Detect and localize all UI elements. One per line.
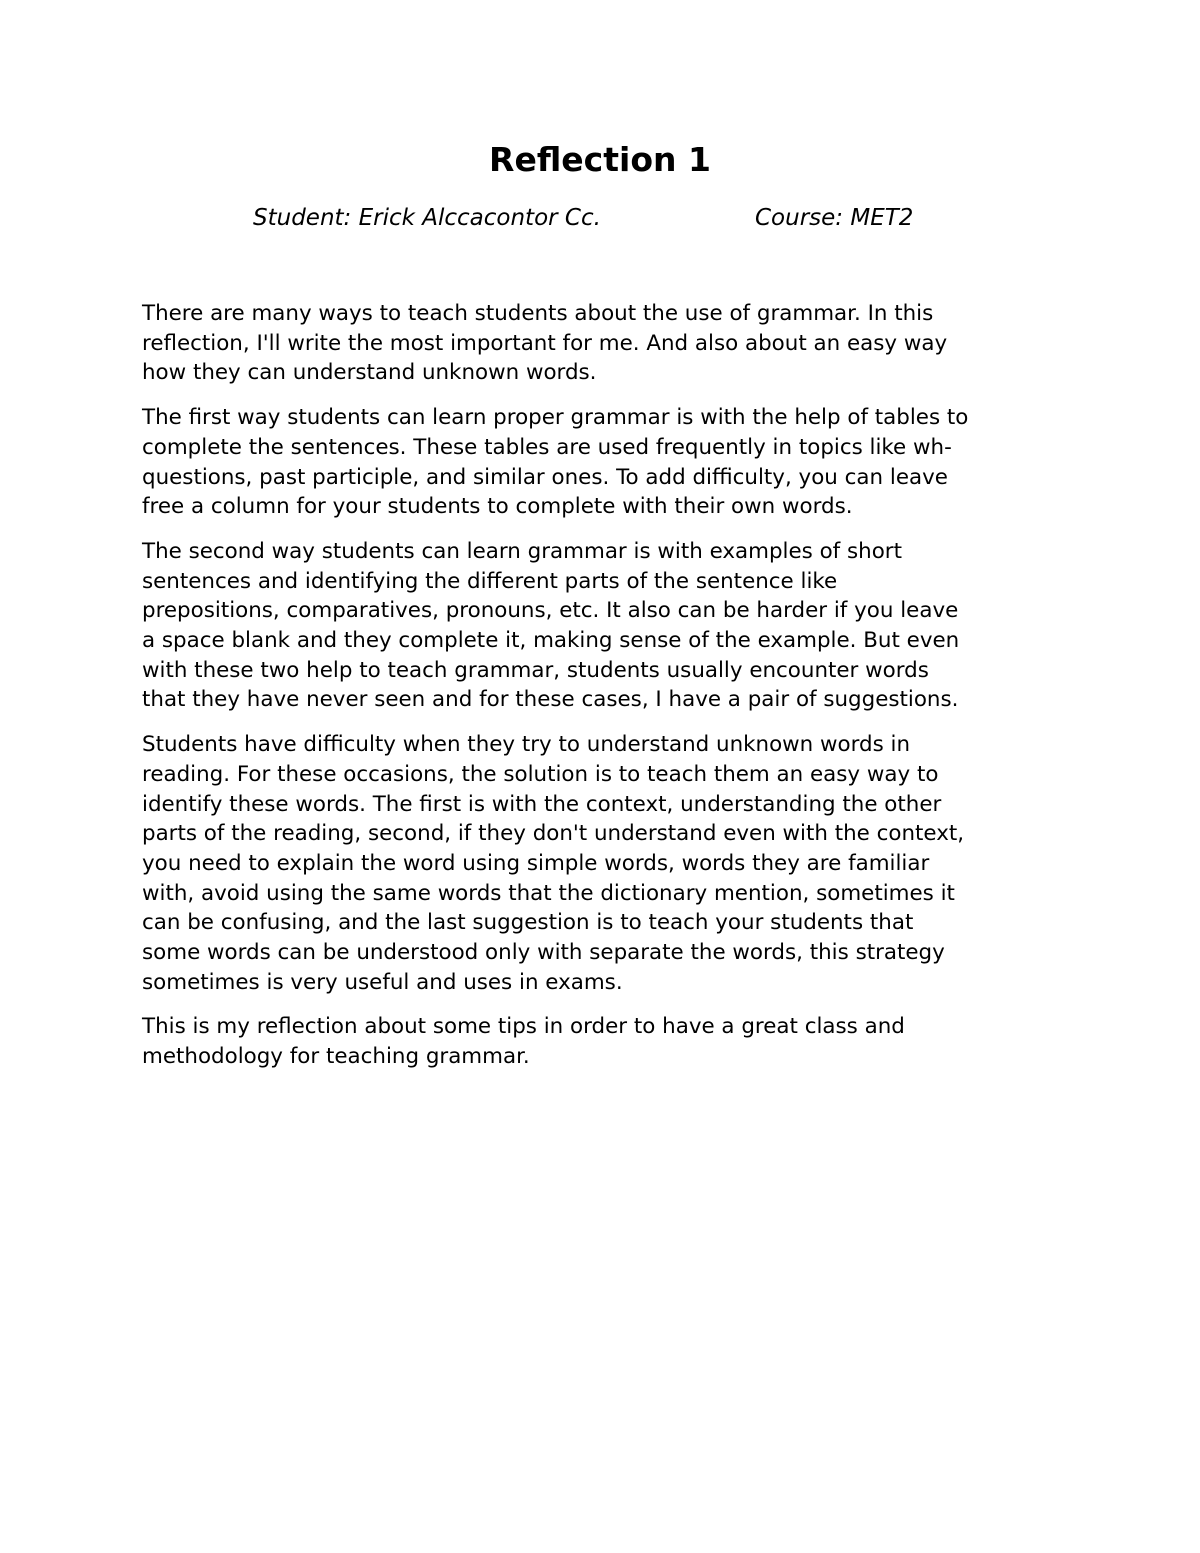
text-line: identify these words. The first is with the context, understanding the other xyxy=(142,791,942,817)
text-line: parts of the reading, second, if they don't understand even with the context, xyxy=(142,821,965,847)
paragraph-2 xyxy=(142,403,1062,522)
text-line: sentences and identifying the different parts of the sentence like xyxy=(142,568,838,594)
text-line: prepositions, comparatives, pronouns, etc. It also can be harder if you leave xyxy=(142,598,959,624)
paragraph-4 xyxy=(142,730,1062,997)
text-line: that they have never seen and for these cases, I have a pair of suggestions. xyxy=(142,687,959,713)
text-line: Students have difficulty when they try to understand unknown words in xyxy=(142,732,911,758)
document-title: Reflection 1 xyxy=(489,140,711,179)
text-line: The first way students can learn proper grammar is with the help of tables to xyxy=(142,405,969,431)
text-line: some words can be understood only with separate the words, this strategy xyxy=(142,940,945,966)
text-line: questions, past participle, and similar ones. To add difficulty, you can leave xyxy=(142,464,948,490)
course-name: Course: MET2 xyxy=(755,205,914,231)
text-line: with these two help to teach grammar, students usually encounter words xyxy=(142,657,929,683)
text-line: There are many ways to teach students about the use of grammar. In this xyxy=(142,301,934,326)
text-line: sometimes is very useful and uses in exams. xyxy=(142,969,623,995)
text-line: This is my reflection about some tips in order to have a great class and xyxy=(142,1014,905,1040)
text-line: reading. For these occasions, the solution is to teach them an easy way to xyxy=(142,761,939,787)
text-line: with, avoid using the same words that the dictionary mention, sometimes it xyxy=(142,880,955,906)
text-line: methodology for teaching grammar. xyxy=(142,1044,530,1070)
paragraph-1 xyxy=(142,299,1062,388)
text-line: reflection, I'll write the most important for me. And also about an easy way xyxy=(142,330,948,356)
document-body xyxy=(142,299,1062,1087)
text-line: The second way students can learn grammar is with examples of short xyxy=(142,538,902,564)
paragraph-3 xyxy=(142,537,1062,715)
paragraph-5 xyxy=(142,1012,1062,1071)
text-line: you need to explain the word using simple words, words they are familiar xyxy=(142,850,930,876)
text-line: a space blank and they complete it, making sense of the example. But even xyxy=(142,628,960,654)
text-line: complete the sentences. These tables are used frequently in topics like wh- xyxy=(142,434,952,460)
text-line: how they can understand unknown words. xyxy=(142,360,597,386)
text-line: free a column for your students to complete with their own words. xyxy=(142,494,853,520)
text-line: can be confusing, and the last suggestion is to teach your students that xyxy=(142,910,914,936)
student-name: Student: Erick Alccacontor Cc. xyxy=(253,205,601,231)
